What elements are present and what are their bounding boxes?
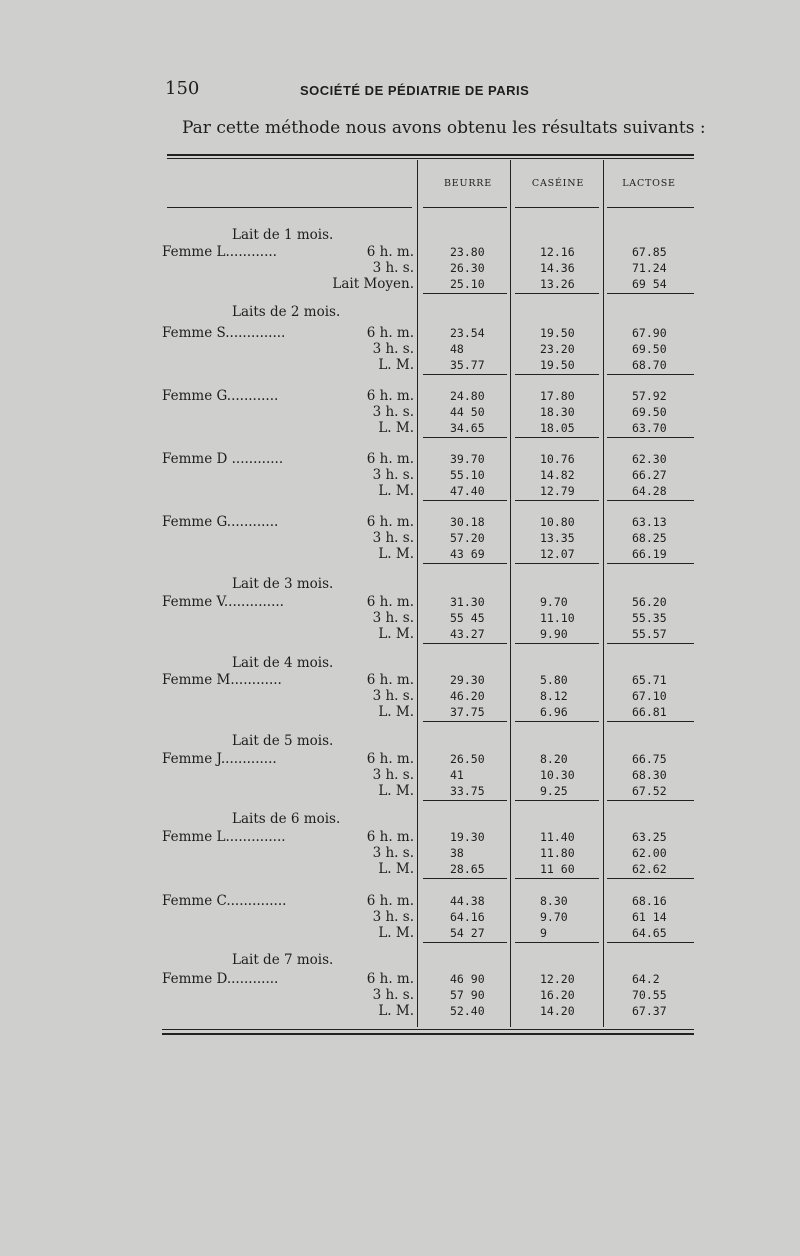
cell-beurre: 41: [450, 767, 464, 782]
group-rule: [607, 293, 694, 294]
group-rule: [607, 374, 694, 375]
row-time: 3 h. s.: [372, 687, 414, 704]
row-time: 3 h. s.: [372, 403, 414, 420]
row-time: 6 h. m.: [366, 451, 414, 467]
row-time: 3 h. s.: [372, 844, 414, 861]
cell-caseine: 14.82: [540, 467, 575, 482]
section-heading: Laits de 6 mois.: [232, 811, 341, 827]
cell-lactose: 57.92: [632, 389, 667, 403]
group-rule: [423, 563, 507, 564]
cell-caseine: 17.80: [540, 389, 575, 403]
group-rule: [423, 800, 507, 801]
group-rule: [423, 942, 507, 943]
group-rule: [607, 721, 694, 722]
cell-beurre: 26.30: [450, 260, 485, 275]
cell-lactose: 69.50: [632, 404, 667, 419]
cell-caseine: 19.50: [540, 357, 575, 372]
section-heading: Laits de 2 mois.: [232, 304, 341, 320]
section-heading: Lait de 1 mois.: [232, 227, 334, 243]
row-name: Femme C..............: [162, 893, 287, 909]
row-time: Lait Moyen.: [332, 275, 414, 292]
group-rule: [515, 293, 599, 294]
cell-caseine: 16.20: [540, 987, 575, 1002]
cell-beurre: 23.80: [450, 245, 485, 259]
cell-lactose: 71.24: [632, 260, 667, 275]
cell-lactose: 69 54: [632, 276, 667, 291]
cell-lactose: 62.00: [632, 845, 667, 860]
group-rule: [423, 500, 507, 501]
cell-beurre: 35.77: [450, 357, 485, 372]
cell-caseine: 14.20: [540, 1003, 575, 1018]
row-time: L. M.: [378, 625, 414, 642]
cell-caseine: 9.70: [540, 595, 568, 609]
cell-lactose: 64.65: [632, 925, 667, 940]
group-rule: [607, 500, 694, 501]
group-rule: [515, 800, 599, 801]
cell-caseine: 12.79: [540, 483, 575, 498]
row-name: Femme G............: [162, 514, 279, 530]
row-time: 3 h. s.: [372, 766, 414, 783]
row-time: 3 h. s.: [372, 986, 414, 1003]
row-name: Femme D ............: [162, 451, 284, 467]
cell-caseine: 12.16: [540, 245, 575, 259]
cell-caseine: 10.30: [540, 767, 575, 782]
cell-beurre: 47.40: [450, 483, 485, 498]
row-time: 6 h. m.: [366, 388, 414, 404]
cell-lactose: 67.85: [632, 245, 667, 259]
row-name: Femme J.............: [162, 751, 277, 767]
row-name: Femme L............: [162, 244, 277, 260]
cell-beurre: 57 90: [450, 987, 485, 1002]
row-time: 6 h. m.: [366, 514, 414, 530]
group-rule: [423, 721, 507, 722]
cell-beurre: 55.10: [450, 467, 485, 482]
cell-lactose: 63.70: [632, 420, 667, 435]
row-name: Femme L..............: [162, 829, 286, 845]
group-rule: [607, 942, 694, 943]
cell-beurre: 43.27: [450, 626, 485, 641]
cell-caseine: 11.80: [540, 845, 575, 860]
cell-beurre: 39.70: [450, 452, 485, 466]
page-number: 150: [165, 78, 200, 99]
cell-caseine: 14.36: [540, 260, 575, 275]
cell-lactose: 67.37: [632, 1003, 667, 1018]
table-top-rule-2: [167, 158, 694, 159]
column-header-beurre: BEURRE: [444, 178, 492, 189]
cell-beurre: 26.50: [450, 752, 485, 766]
table-bottom-rule-2: [162, 1033, 694, 1035]
cell-beurre: 30.18: [450, 515, 485, 529]
column-header-caseine: CASÉINE: [531, 178, 585, 189]
running-head: SOCIÉTÉ DE PÉDIATRIE DE PARIS: [300, 83, 530, 98]
cell-lactose: 67.10: [632, 688, 667, 703]
cell-caseine: 6.96: [540, 704, 568, 719]
cell-beurre: 57.20: [450, 530, 485, 545]
group-rule: [423, 374, 507, 375]
cell-caseine: 19.50: [540, 326, 575, 340]
row-time: 6 h. m.: [366, 594, 414, 610]
cell-beurre: 23.54: [450, 326, 485, 340]
cell-beurre: 43 69: [450, 546, 485, 561]
group-rule: [515, 500, 599, 501]
cell-lactose: 68.70: [632, 357, 667, 372]
cell-caseine: 23.20: [540, 341, 575, 356]
cell-caseine: 13.26: [540, 276, 575, 291]
cell-beurre: 54 27: [450, 925, 485, 940]
cell-caseine: 8.30: [540, 894, 568, 908]
cell-beurre: 28.65: [450, 861, 485, 876]
cell-lactose: 68.30: [632, 767, 667, 782]
group-rule: [515, 563, 599, 564]
row-name: Femme M............: [162, 672, 282, 688]
cell-caseine: 11.40: [540, 830, 575, 844]
cell-lactose: 62.62: [632, 861, 667, 876]
group-rule: [607, 437, 694, 438]
cell-lactose: 63.25: [632, 830, 667, 844]
column-divider-3: [603, 160, 604, 1027]
cell-lactose: 67.52: [632, 783, 667, 798]
cell-caseine: 9: [540, 925, 547, 940]
cell-beurre: 48: [450, 341, 464, 356]
table-bottom-rule: [162, 1029, 694, 1030]
cell-beurre: 46 90: [450, 972, 485, 986]
section-heading: Lait de 3 mois.: [232, 576, 334, 592]
cell-caseine: 11 60: [540, 861, 575, 876]
header-rule-beurre: [423, 207, 507, 208]
cell-beurre: 38: [450, 845, 464, 860]
row-time: 6 h. m.: [366, 893, 414, 909]
row-time: 3 h. s.: [372, 609, 414, 626]
group-rule: [515, 437, 599, 438]
cell-lactose: 64.28: [632, 483, 667, 498]
cell-lactose: 68.25: [632, 530, 667, 545]
group-rule: [607, 643, 694, 644]
column-header-lactose: LACTOSE: [622, 178, 676, 189]
cell-caseine: 8.12: [540, 688, 568, 703]
cell-lactose: 63.13: [632, 515, 667, 529]
cell-lactose: 61 14: [632, 909, 667, 924]
cell-caseine: 9.90: [540, 626, 568, 641]
group-rule: [515, 374, 599, 375]
group-rule: [515, 942, 599, 943]
group-rule: [515, 643, 599, 644]
cell-lactose: 70.55: [632, 987, 667, 1002]
cell-beurre: 29.30: [450, 673, 485, 687]
group-rule: [515, 721, 599, 722]
row-time: L. M.: [378, 356, 414, 373]
row-time: 3 h. s.: [372, 259, 414, 276]
row-time: L. M.: [378, 782, 414, 799]
row-time: L. M.: [378, 860, 414, 877]
group-rule: [423, 437, 507, 438]
cell-lactose: 67.90: [632, 326, 667, 340]
cell-caseine: 18.05: [540, 420, 575, 435]
cell-beurre: 34.65: [450, 420, 485, 435]
group-rule: [607, 878, 694, 879]
cell-lactose: 68.16: [632, 894, 667, 908]
cell-lactose: 69.50: [632, 341, 667, 356]
cell-lactose: 64.2: [632, 972, 660, 986]
cell-caseine: 5.80: [540, 673, 568, 687]
section-heading: Lait de 5 mois.: [232, 733, 334, 749]
cell-lactose: 55.35: [632, 610, 667, 625]
header-rule-lactose: [607, 207, 694, 208]
cell-beurre: 25.10: [450, 276, 485, 291]
row-time: 3 h. s.: [372, 466, 414, 483]
cell-beurre: 33.75: [450, 783, 485, 798]
row-name: Femme D............: [162, 971, 279, 987]
cell-lactose: 56.20: [632, 595, 667, 609]
row-time: L. M.: [378, 482, 414, 499]
cell-beurre: 46.20: [450, 688, 485, 703]
row-name: Femme V..............: [162, 594, 284, 610]
row-time: L. M.: [378, 1002, 414, 1019]
cell-beurre: 37.75: [450, 704, 485, 719]
header-rule-caseine: [515, 207, 599, 208]
group-rule: [423, 293, 507, 294]
cell-caseine: 12.20: [540, 972, 575, 986]
cell-beurre: 55 45: [450, 610, 485, 625]
group-rule: [423, 878, 507, 879]
cell-lactose: 66.81: [632, 704, 667, 719]
cell-caseine: 11.10: [540, 610, 575, 625]
cell-caseine: 9.25: [540, 783, 568, 798]
cell-lactose: 62.30: [632, 452, 667, 466]
cell-caseine: 12.07: [540, 546, 575, 561]
group-rule: [607, 800, 694, 801]
cell-caseine: 13.35: [540, 530, 575, 545]
cell-lactose: 65.71: [632, 673, 667, 687]
cell-beurre: 24.80: [450, 389, 485, 403]
row-time: 6 h. m.: [366, 829, 414, 845]
cell-beurre: 31.30: [450, 595, 485, 609]
row-time: 6 h. m.: [366, 672, 414, 688]
row-time: 6 h. m.: [366, 751, 414, 767]
cell-beurre: 44 50: [450, 404, 485, 419]
cell-beurre: 44.38: [450, 894, 485, 908]
row-name: Femme S..............: [162, 325, 286, 341]
cell-lactose: 55.57: [632, 626, 667, 641]
cell-beurre: 19.30: [450, 830, 485, 844]
row-time: 6 h. m.: [366, 244, 414, 260]
header-rule-label: [167, 207, 412, 208]
row-time: 3 h. s.: [372, 529, 414, 546]
row-name: Femme G............: [162, 388, 279, 404]
cell-beurre: 52.40: [450, 1003, 485, 1018]
row-time: L. M.: [378, 419, 414, 436]
section-heading: Lait de 4 mois.: [232, 655, 334, 671]
row-time: L. M.: [378, 703, 414, 720]
cell-caseine: 8.20: [540, 752, 568, 766]
intro-sentence: Par cette méthode nous avons obtenu les résultats suivants :: [182, 118, 706, 138]
cell-beurre: 64.16: [450, 909, 485, 924]
cell-caseine: 10.76: [540, 452, 575, 466]
table-top-rule: [167, 154, 694, 156]
cell-caseine: 18.30: [540, 404, 575, 419]
row-time: 6 h. m.: [366, 325, 414, 341]
cell-caseine: 9.70: [540, 909, 568, 924]
cell-caseine: 10.80: [540, 515, 575, 529]
row-time: 3 h. s.: [372, 908, 414, 925]
row-time: 6 h. m.: [366, 971, 414, 987]
row-time: 3 h. s.: [372, 340, 414, 357]
section-heading: Lait de 7 mois.: [232, 952, 334, 968]
group-rule: [515, 878, 599, 879]
column-divider-2: [510, 160, 511, 1027]
cell-lactose: 66.75: [632, 752, 667, 766]
group-rule: [423, 643, 507, 644]
column-divider-1: [417, 160, 418, 1027]
row-time: L. M.: [378, 924, 414, 941]
cell-lactose: 66.27: [632, 467, 667, 482]
row-time: L. M.: [378, 545, 414, 562]
group-rule: [607, 563, 694, 564]
cell-lactose: 66.19: [632, 546, 667, 561]
